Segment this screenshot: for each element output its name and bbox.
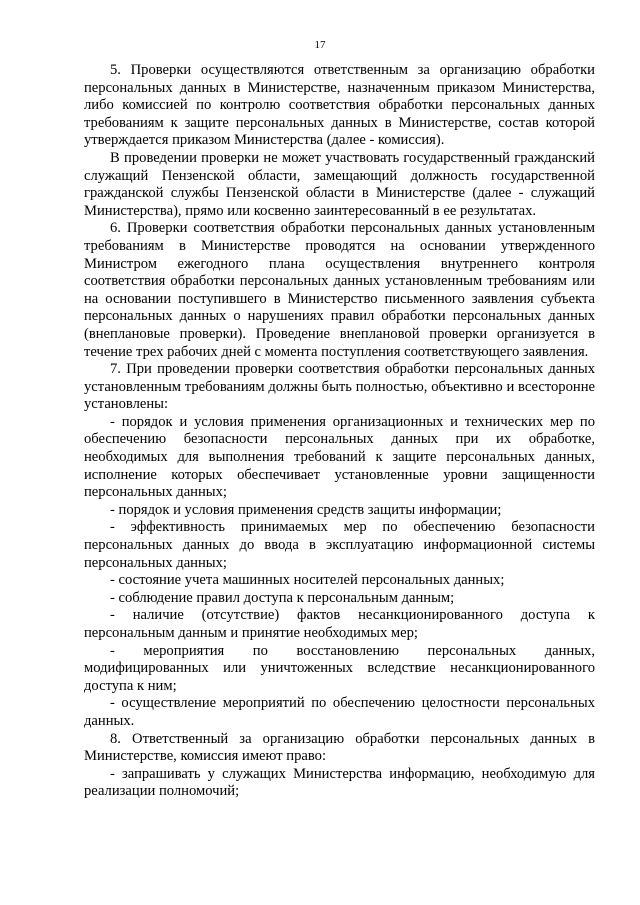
list-item: - осуществление мероприятий по обеспечению целостности персональных данных. [84, 695, 595, 729]
list-item: - эффективность принимаемых мер по обеспечению безопасности персональных данных до ввода в эксплуатацию информационной системы персональных данных; [84, 519, 595, 571]
list-item: - порядок и условия применения средств защиты информации; [110, 501, 502, 518]
list-item: - состояние учета машинных носителей персональных данных; [110, 572, 505, 589]
list-item: - мероприятия по восстановлению персональных данных, модифицированных или уничтоженных вследствие несанкционированного доступа к ним; [84, 642, 595, 694]
list-item: - наличие (отсутствие) фактов несанкционированного доступа к персональным данным и принятие необходимых мер; [84, 607, 595, 641]
paragraph-5-checks: 5. Проверки осуществляются ответственным за организацию обработки персональных данных в Министерстве, назначенным приказом Министерства, либо комиссией по контролю соответствия обработки персональных данных требованиям к защите персональных данных в Министерстве, состав которой утверждается приказом Министерства (далее - комиссия). [84, 62, 595, 149]
paragraph-7-intro: 7. При проведении проверки соответствия обработки персональных данных установленным требованиям должны быть полностью, объективно и всесторонне установлены: [84, 361, 595, 413]
page-number: 17 [314, 39, 326, 51]
document-body [84, 62, 595, 801]
paragraph-6-checks-basis: 6. Проверки соответствия обработки персональных данных установленным требованиям в Министерстве проводятся на основании утвержденного Министром ежегодного плана осуществления внутреннего контроля соответствия обработки персональных данных установленным требованиям или на основании поступившего в Министерство письменного заявления субъекта персональных данных о нарушениях правил обработки персональных данных (внеплановые проверки). Проведение внеплановой проверки организуется в течение трех рабочих дней с момента поступления соответствующего заявления. [84, 220, 595, 360]
paragraph-participation-restriction: В проведении проверки не может участвовать государственный гражданский служащий Пензенской области, замещающий должность государственной гражданской службы Пензенской области в Министерстве (далее - служащий Министерства), прямо или косвенно заинтересованный в ее результатах. [84, 149, 595, 219]
list-item: - запрашивать у служащих Министерства информацию, необходимую для реализации полномочий; [84, 765, 595, 800]
list-item: - соблюдение правил доступа к персональным данным; [110, 589, 455, 606]
paragraph-8-rights-intro: 8. Ответственный за организацию обработки персональных данных в Министерстве, комиссия имеют право: [84, 730, 595, 765]
list-item: - порядок и условия применения организационных и технических мер по обеспечению безопасности персональных данных при их обработке, необходимых для выполнения требований к защите персональных данных, исполнение которых обеспечивает установленные уровни защищенности персональных данных; [84, 413, 595, 501]
